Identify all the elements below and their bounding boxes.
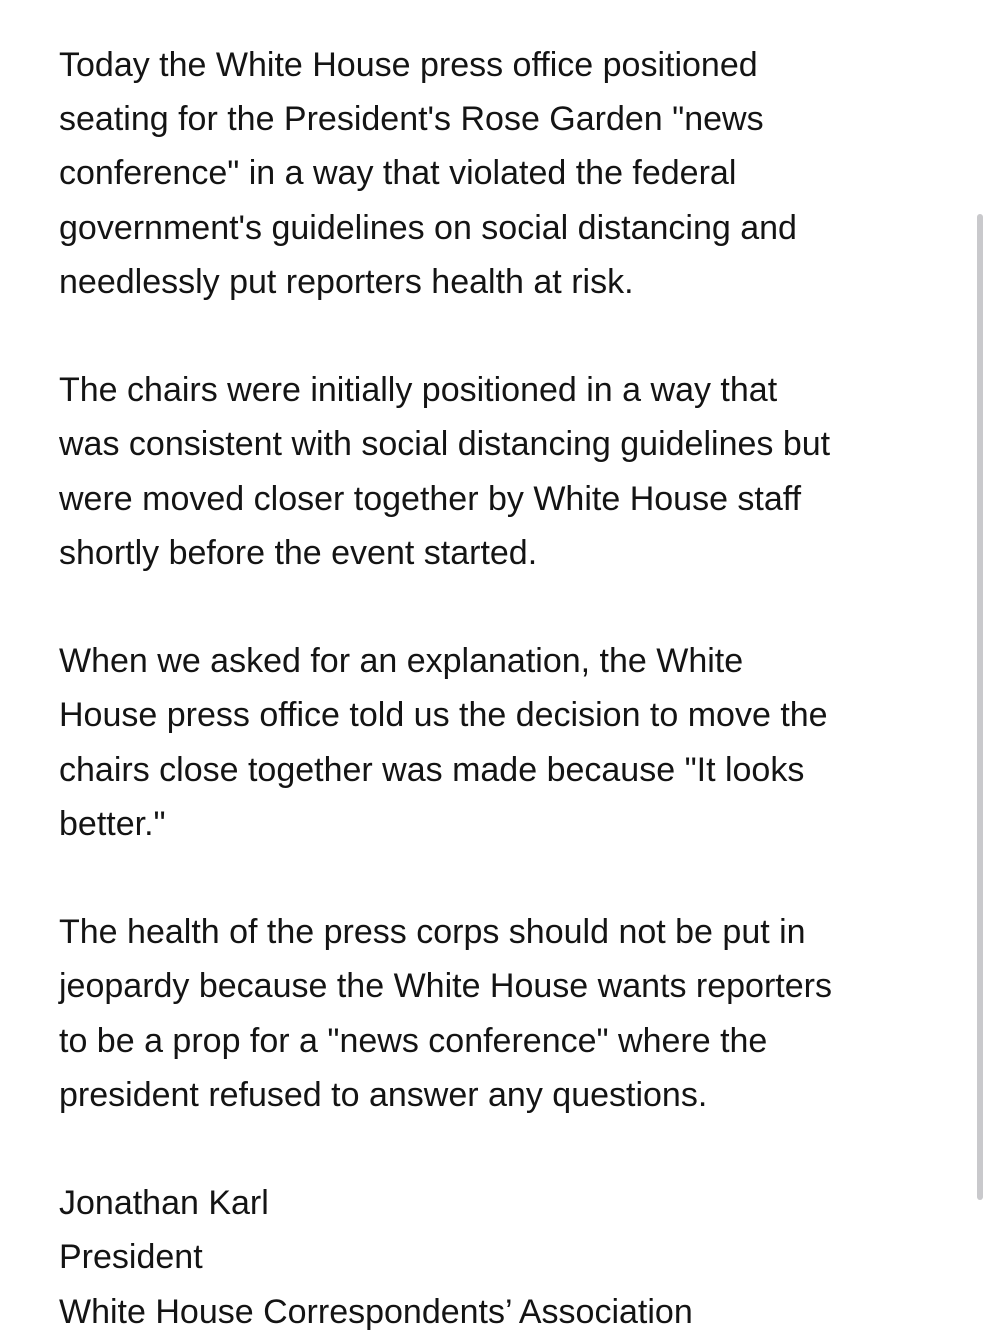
paragraph-line: The chairs were initially positioned in a way that bbox=[59, 371, 778, 410]
signature-title: President bbox=[59, 1238, 203, 1277]
paragraph-3 bbox=[59, 634, 949, 851]
paragraph-line: When we asked for an explanation, the White bbox=[59, 642, 744, 681]
paragraph-2 bbox=[59, 363, 949, 580]
paragraph-line: House press office told us the decision to move the bbox=[59, 696, 828, 735]
paragraph-line: was consistent with social distancing guidelines but bbox=[59, 425, 831, 464]
statement-body bbox=[59, 38, 949, 1339]
paragraph-4 bbox=[59, 905, 949, 1122]
vertical-scrollbar[interactable] bbox=[977, 214, 983, 1200]
signature-name: Jonathan Karl bbox=[59, 1184, 269, 1223]
paragraph-line: jeopardy because the White House wants reporters bbox=[59, 967, 832, 1006]
paragraph-line: chairs close together was made because "It looks bbox=[59, 750, 805, 789]
signature-block bbox=[59, 1176, 949, 1339]
paragraph-line: better." bbox=[59, 804, 166, 843]
paragraph-line: needlessly put reporters health at risk. bbox=[59, 262, 634, 301]
paragraph-line: to be a prop for a "news conference" where the bbox=[59, 1021, 768, 1060]
paragraph-line: Today the White House press office positioned bbox=[59, 46, 758, 84]
signature-organization: White House Correspondents’ Association bbox=[59, 1292, 693, 1331]
paragraph-line: government's guidelines on social distancing and bbox=[59, 208, 797, 247]
paragraph-line: The health of the press corps should not be put in bbox=[59, 913, 806, 952]
paragraph-line: president refused to answer any questions. bbox=[59, 1075, 708, 1114]
paragraph-line: seating for the President's Rose Garden "news bbox=[59, 100, 764, 139]
paragraph-line: shortly before the event started. bbox=[59, 533, 538, 572]
paragraph-1 bbox=[59, 38, 949, 309]
paragraph-line: conference" in a way that violated the federal bbox=[59, 154, 737, 193]
paragraph-line: were moved closer together by White House staff bbox=[59, 479, 802, 518]
